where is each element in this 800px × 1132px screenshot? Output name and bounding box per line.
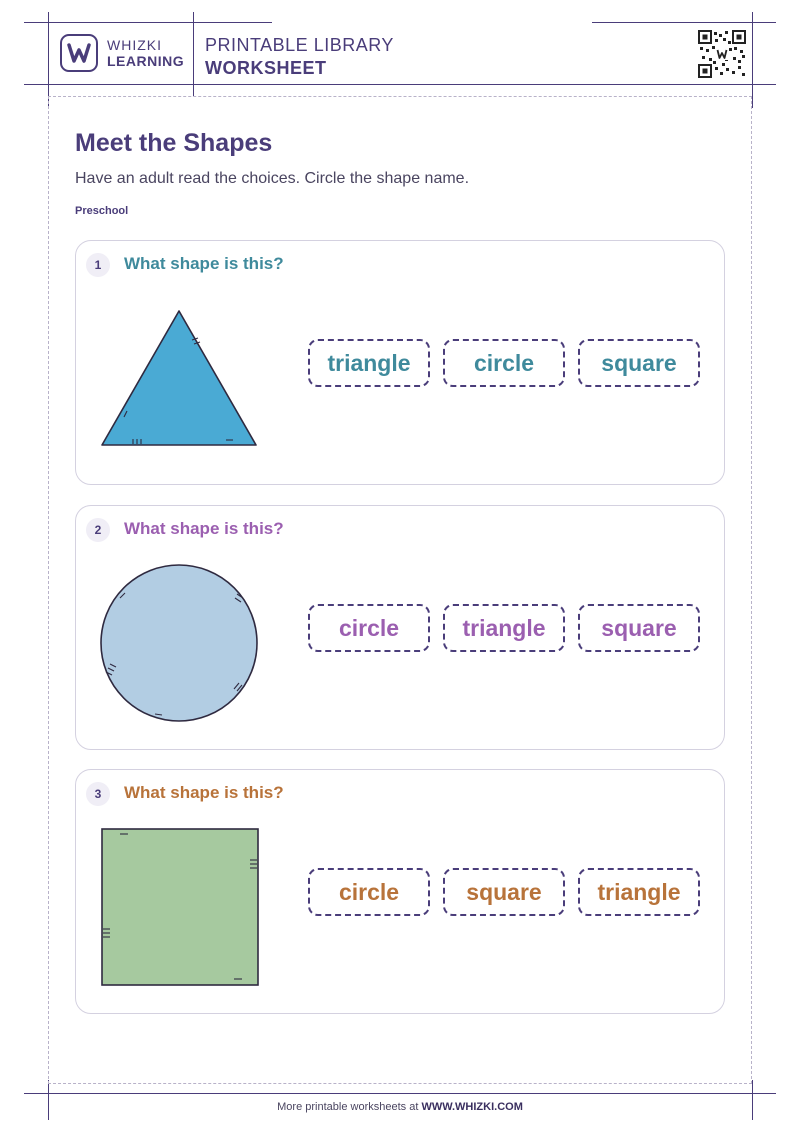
instructions: Have an adult read the choices. Circle the shape name. (75, 170, 470, 187)
header-title (205, 34, 394, 80)
page-title: Meet the Shapes (75, 129, 273, 157)
w-logo-icon (60, 34, 98, 72)
circle-shape (98, 562, 260, 724)
question-card-3 (75, 769, 725, 1014)
answer-option-circle[interactable]: circle (443, 339, 565, 387)
footer-link[interactable]: WWW.WHIZKI.COM (421, 1101, 523, 1113)
answer-option-square[interactable]: square (578, 339, 700, 387)
question-number: 1 (86, 253, 110, 277)
answer-option-square[interactable]: square (443, 868, 565, 916)
triangle-shape (98, 307, 260, 449)
answer-option-square[interactable]: square (578, 604, 700, 652)
answer-option-triangle[interactable]: triangle (578, 868, 700, 916)
question-card-1 (75, 240, 725, 485)
question-prompt: What shape is this? (124, 254, 284, 273)
answer-option-triangle[interactable]: triangle (308, 339, 430, 387)
square-shape (100, 827, 260, 987)
question-number: 3 (86, 782, 110, 806)
question-card-2 (75, 505, 725, 750)
answer-option-circle[interactable]: circle (308, 868, 430, 916)
brand-line-2: LEARNING (107, 53, 185, 69)
answer-option-triangle[interactable]: triangle (443, 604, 565, 652)
header-title-line-2: WORKSHEET (205, 58, 327, 78)
question-prompt: What shape is this? (124, 519, 284, 538)
footer-prefix: More printable worksheets at (277, 1101, 422, 1113)
qr-code-icon (698, 30, 746, 78)
grade-level: Preschool (75, 205, 129, 217)
brand-line-1: WHIZKI (107, 37, 162, 53)
question-number: 2 (86, 518, 110, 542)
header-title-line-1: PRINTABLE LIBRARY (205, 35, 394, 55)
answer-option-circle[interactable]: circle (308, 604, 430, 652)
brand-name (107, 37, 184, 69)
question-prompt: What shape is this? (124, 783, 284, 802)
footer (0, 1101, 800, 1113)
